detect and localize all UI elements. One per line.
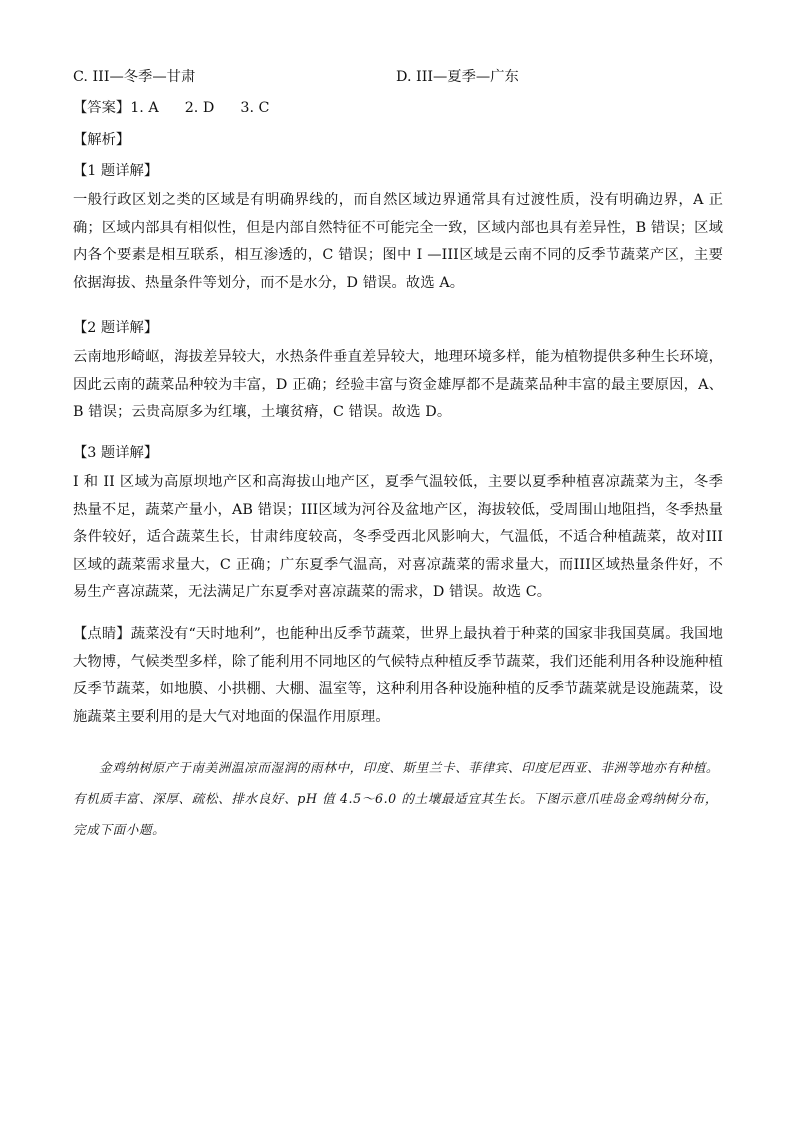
answer-item-2: 2. D xyxy=(184,100,215,116)
analysis-label: 【解析】 xyxy=(73,132,131,148)
q1-body: 一般行政区划之类的区域是有明确界线的，而自然区域边界通常具有过渡性质，没有明确边界，A 正确；区域内部具有相似性，但是内部自然特征不可能完全一致，区域内部也具有差异性，B 错误；区域内各个要素是相互联系，相互渗透的，C 错误；图中 I —III区域是云南不同的反季节蔬菜产区，主要依据海拔、热量条件等划分，而不是水分，D 错误。故选 A。 xyxy=(73,192,723,291)
tip-label: 【点睛】 xyxy=(73,626,131,642)
tip-body: 蔬菜没有“天时地利”，也能种出反季节蔬菜，世界上最执着于种菜的国家非我国莫属。我国地大物博，气候类型多样，除了能利用不同地区的气候特点种植反季节蔬菜，我们还能利用各种设施种植反季节蔬菜，如地膜、小拱棚、大棚、温室等，这种利用各种设施种植的反季节蔬菜就是设施蔬菜，设施蔬菜主要利用的是大气对地面的保温作用原理。 xyxy=(73,626,723,725)
option-c: C. III—冬季—甘肃 xyxy=(73,69,196,85)
q2-heading: 【2 题详解】 xyxy=(73,320,159,336)
q3-body: I 和 II 区域为高原坝地产区和高海拔山地产区，夏季气温较低，主要以夏季种植喜凉蔬菜为主，冬季热量不足，蔬菜产量小，AB 错误；III区域为河谷及盆地产区，海拔较低，受周围山地阻挡，冬季热量条件较好，适合蔬菜生长，甘肃纬度较高，冬季受西北风影响大，气温低，不适合种植蔬菜，故对III区域的蔬菜需求量大，C 正确；广东夏季气温高，对喜凉蔬菜的需求量大，而III区域热量条件好，不易生产喜凉蔬菜，无法满足广东夏季对喜凉蔬菜的需求，D 错误。故选 C。 xyxy=(73,474,723,601)
answer-label: 【答案】 xyxy=(73,100,131,116)
q1-heading: 【1 题详解】 xyxy=(73,163,159,179)
q2-body: 云南地形崎岖，海拔差异较大，水热条件垂直差异较大，地理环境多样，能为植物提供多种生长环境，因此云南的蔬菜品种较为丰富，D 正确；经验丰富与资金雄厚都不是蔬菜品种丰富的最主要原因，A、B 错误；云贵高原多为红壤，土壤贫瘠，C 错误。故选 D。 xyxy=(73,349,723,421)
reading-passage: 金鸡纳树原产于南美洲温凉而湿润的雨林中，印度、斯里兰卡、菲律宾、印度尼西亚、非洲等地亦有种植。有机质丰富、深厚、疏松、排水良好、pH 值 4.5～6.0 的土壤最适宜其生长。下图示意爪哇岛金鸡纳树分布，完成下面小题。 xyxy=(73,760,720,837)
option-d: D. III—夏季—广东 xyxy=(396,69,519,85)
answer-item-3: 3. C xyxy=(240,100,270,116)
q3-heading: 【3 题详解】 xyxy=(73,445,159,461)
answer-line xyxy=(73,98,723,118)
tip-paragraph xyxy=(73,621,723,731)
answer-item-1: 1. A xyxy=(130,100,159,116)
